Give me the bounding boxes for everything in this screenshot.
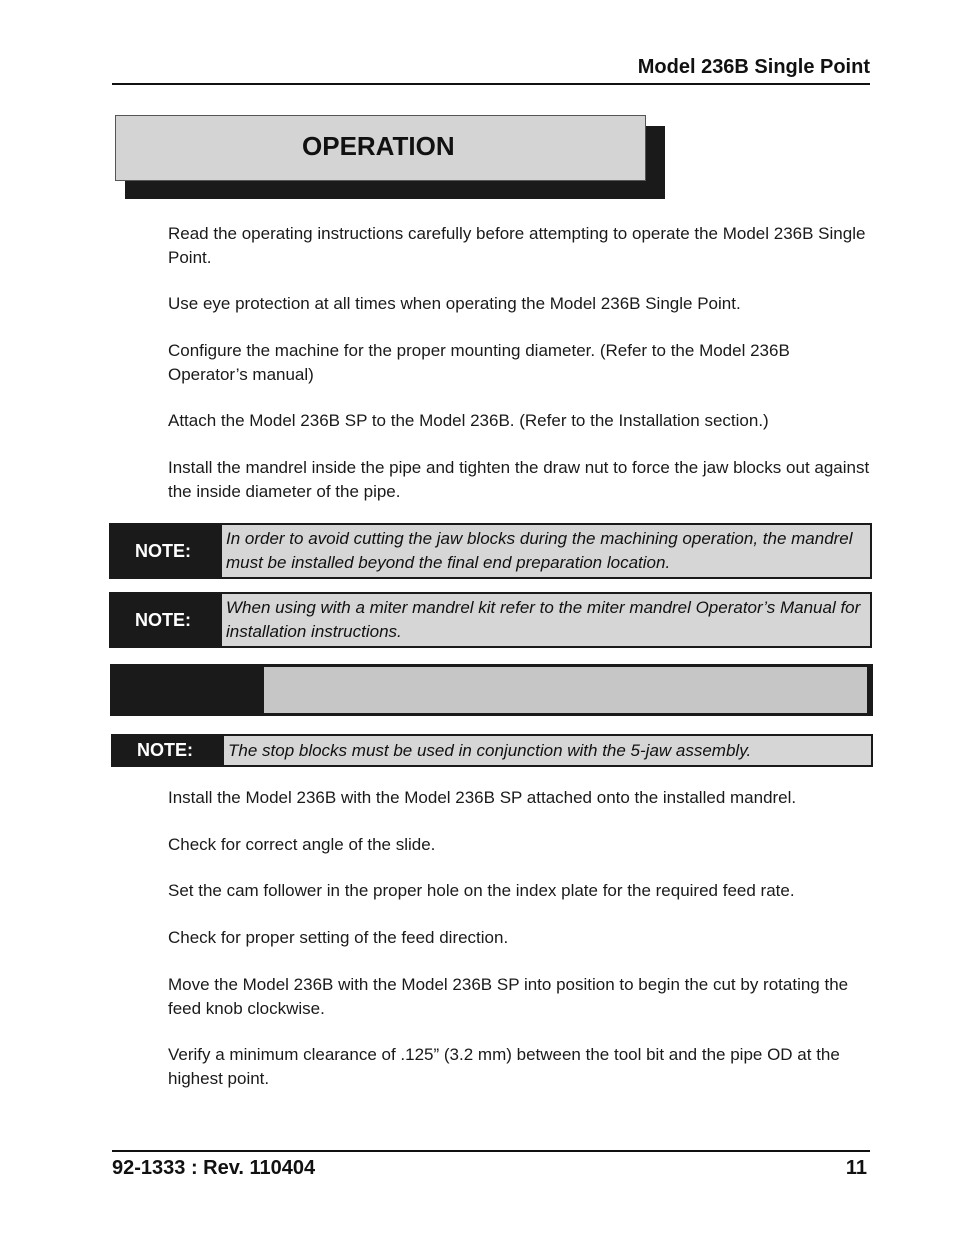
note-label: NOTE: xyxy=(135,609,191,630)
section-banner xyxy=(115,115,646,181)
note-text: When using with a miter mandrel kit refer to the miter mandrel Operator’s Manual for installation instructions. xyxy=(222,594,870,646)
note-text: In order to avoid cutting the jaw blocks during the machining operation, the mandrel must be installed beyond the final end preparation location. xyxy=(222,525,870,577)
footer-doc-number: 92-1333 : Rev. 110404 xyxy=(112,1157,316,1179)
paragraph: Verify a minimum clearance of .125” (3.2 mm) between the tool bit and the pipe OD at the highest point. xyxy=(168,1045,840,1088)
note-box xyxy=(109,523,872,579)
paragraph: Configure the machine for the proper mounting diameter. (Refer to the Model 236B Operator’s manual) xyxy=(168,341,790,384)
paragraph: Check for correct angle of the slide. xyxy=(168,835,436,854)
note-box xyxy=(109,592,872,648)
section-title: OPERATION xyxy=(302,131,455,161)
footer-page-number: 11 xyxy=(845,1157,867,1179)
paragraph: Attach the Model 236B SP to the Model 236B. (Refer to the Installation section.) xyxy=(168,411,769,430)
footer-divider xyxy=(112,1150,870,1152)
paragraph: Read the operating instructions carefully before attempting to operate the Model 236B Single Point. xyxy=(168,224,866,267)
paragraph: Set the cam follower in the proper hole on the index plate for the required feed rate. xyxy=(168,881,795,900)
blank-banner xyxy=(110,664,873,716)
note-label: NOTE: xyxy=(137,740,193,760)
header-divider xyxy=(112,83,870,85)
blank-banner-panel xyxy=(264,667,867,713)
note-text: The stop blocks must be used in conjunction with the 5-jaw assembly. xyxy=(224,736,871,765)
paragraph: Install the Model 236B with the Model 236B SP attached onto the installed mandrel. xyxy=(168,788,797,807)
paragraph: Use eye protection at all times when operating the Model 236B Single Point. xyxy=(168,294,741,313)
paragraph: Install the mandrel inside the pipe and tighten the draw nut to force the jaw blocks out against the inside diameter of the pipe. xyxy=(168,458,870,501)
note-box xyxy=(111,734,873,767)
note-label: NOTE: xyxy=(135,540,191,561)
paragraph: Move the Model 236B with the Model 236B SP into position to begin the cut by rotating the feed knob clockwise. xyxy=(168,975,849,1018)
paragraph: Check for proper setting of the feed direction. xyxy=(168,928,509,947)
running-header-title: Model 236B Single Point xyxy=(637,56,870,78)
